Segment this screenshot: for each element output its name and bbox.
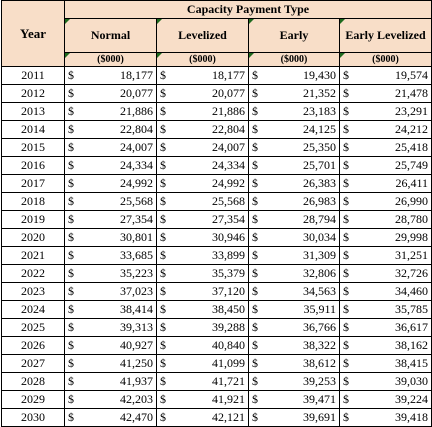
table-row	[2, 121, 432, 139]
normal-value: 27,354	[120, 212, 153, 226]
early-levelized-value: 29,998	[395, 230, 429, 244]
normal-value: 37,023	[120, 284, 153, 298]
levelized-value: 33,899	[212, 248, 245, 262]
early-cell	[249, 337, 340, 355]
levelized-cell	[157, 157, 249, 175]
currency-symbol: $	[68, 338, 74, 352]
year-cell: 2026	[2, 337, 65, 355]
table-row	[2, 355, 432, 373]
normal-value: 41,250	[120, 356, 153, 370]
year-cell: 2020	[2, 229, 65, 247]
early-value: 28,794	[303, 212, 336, 226]
currency-symbol: $	[252, 338, 258, 352]
early-cell	[249, 103, 340, 121]
normal-value: 18,177	[120, 68, 153, 82]
currency-symbol: $	[252, 86, 258, 100]
normal-cell	[65, 157, 157, 175]
early-levelized-value: 38,415	[395, 356, 429, 370]
early-cell	[249, 193, 340, 211]
currency-symbol: $	[343, 374, 349, 388]
currency-symbol: $	[160, 266, 166, 280]
normal-value: 39,313	[120, 320, 153, 334]
normal-value: 42,470	[120, 410, 153, 424]
early-cell	[249, 301, 340, 319]
currency-symbol: $	[252, 320, 258, 334]
early-value: 35,911	[303, 302, 336, 316]
early-cell	[249, 121, 340, 139]
currency-symbol: $	[252, 266, 258, 280]
levelized-value: 35,379	[212, 266, 245, 280]
currency-symbol: $	[252, 374, 258, 388]
early-value: 26,983	[303, 194, 336, 208]
early-cell	[249, 67, 340, 85]
year-cell: 2012	[2, 85, 65, 103]
levelized-column-header: Levelized	[157, 19, 249, 53]
normal-value: 21,886	[120, 104, 153, 118]
levelized-cell	[157, 373, 249, 391]
levelized-cell	[157, 121, 249, 139]
currency-symbol: $	[160, 68, 166, 82]
currency-symbol: $	[343, 356, 349, 370]
table-row	[2, 373, 432, 391]
currency-symbol: $	[252, 122, 258, 136]
early-levelized-cell	[340, 409, 432, 427]
early-levelized-value: 39,030	[395, 374, 429, 388]
early-value: 21,352	[303, 86, 336, 100]
currency-symbol: $	[68, 410, 74, 424]
currency-symbol: $	[252, 302, 258, 316]
early-value: 34,563	[303, 284, 336, 298]
early-unit-label: ($000)	[249, 53, 340, 67]
year-cell: 2017	[2, 175, 65, 193]
early-levelized-value: 28,780	[395, 212, 429, 226]
early-levelized-cell	[340, 319, 432, 337]
early-value: 38,322	[303, 338, 336, 352]
levelized-unit-label: ($000)	[157, 53, 249, 67]
currency-symbol: $	[68, 284, 74, 298]
currency-symbol: $	[343, 104, 349, 118]
currency-symbol: $	[160, 212, 166, 226]
table-row	[2, 193, 432, 211]
year-cell: 2030	[2, 409, 65, 427]
normal-value: 24,007	[120, 140, 153, 154]
early-levelized-value: 39,418	[395, 410, 429, 424]
levelized-cell	[157, 355, 249, 373]
early-value: 23,183	[303, 104, 336, 118]
early-cell	[249, 319, 340, 337]
table-row	[2, 211, 432, 229]
normal-value: 41,937	[120, 374, 153, 388]
currency-symbol: $	[343, 230, 349, 244]
currency-symbol: $	[68, 230, 74, 244]
normal-value: 25,568	[120, 194, 153, 208]
levelized-cell	[157, 103, 249, 121]
early-levelized-value: 34,460	[395, 284, 429, 298]
currency-symbol: $	[252, 248, 258, 262]
year-cell: 2028	[2, 373, 65, 391]
levelized-value: 25,568	[212, 194, 245, 208]
early-value: 25,701	[303, 158, 336, 172]
currency-symbol: $	[343, 212, 349, 226]
early-cell	[249, 283, 340, 301]
currency-symbol: $	[160, 104, 166, 118]
normal-cell	[65, 121, 157, 139]
currency-symbol: $	[160, 176, 166, 190]
normal-cell	[65, 139, 157, 157]
currency-symbol: $	[252, 176, 258, 190]
currency-symbol: $	[160, 392, 166, 406]
normal-cell	[65, 175, 157, 193]
early-value: 39,253	[303, 374, 336, 388]
currency-symbol: $	[252, 68, 258, 82]
levelized-value: 38,450	[212, 302, 245, 316]
currency-symbol: $	[252, 410, 258, 424]
normal-cell	[65, 283, 157, 301]
levelized-cell	[157, 283, 249, 301]
currency-symbol: $	[343, 68, 349, 82]
table-row	[2, 301, 432, 319]
early-levelized-value: 19,574	[395, 68, 429, 82]
early-column-header: Early	[249, 19, 340, 53]
normal-value: 33,685	[120, 248, 153, 262]
currency-symbol: $	[160, 320, 166, 334]
normal-cell	[65, 373, 157, 391]
currency-symbol: $	[68, 392, 74, 406]
currency-symbol: $	[343, 122, 349, 136]
currency-symbol: $	[160, 374, 166, 388]
currency-symbol: $	[68, 122, 74, 136]
early-cell	[249, 211, 340, 229]
currency-symbol: $	[343, 392, 349, 406]
currency-symbol: $	[160, 284, 166, 298]
normal-cell	[65, 337, 157, 355]
currency-symbol: $	[252, 140, 258, 154]
table-row	[2, 391, 432, 409]
currency-symbol: $	[343, 194, 349, 208]
levelized-value: 41,921	[212, 392, 245, 406]
normal-cell	[65, 211, 157, 229]
early-value: 39,691	[303, 410, 336, 424]
early-levelized-cell	[340, 337, 432, 355]
early-levelized-cell	[340, 157, 432, 175]
currency-symbol: $	[343, 320, 349, 334]
early-levelized-value: 26,990	[395, 194, 429, 208]
levelized-cell	[157, 175, 249, 193]
currency-symbol: $	[68, 194, 74, 208]
currency-symbol: $	[68, 320, 74, 334]
year-cell: 2016	[2, 157, 65, 175]
currency-symbol: $	[68, 176, 74, 190]
capacity-payment-type-header: Capacity Payment Type	[65, 1, 432, 19]
early-value: 24,125	[303, 122, 336, 136]
levelized-cell	[157, 211, 249, 229]
early-levelized-value: 35,785	[395, 302, 429, 316]
currency-symbol: $	[160, 356, 166, 370]
levelized-value: 20,077	[212, 86, 245, 100]
currency-symbol: $	[252, 212, 258, 226]
early-levelized-cell	[340, 373, 432, 391]
table-row	[2, 409, 432, 427]
year-cell: 2014	[2, 121, 65, 139]
normal-cell	[65, 301, 157, 319]
currency-symbol: $	[252, 284, 258, 298]
year-cell: 2027	[2, 355, 65, 373]
early-levelized-cell	[340, 265, 432, 283]
year-cell: 2024	[2, 301, 65, 319]
currency-symbol: $	[343, 410, 349, 424]
levelized-value: 42,121	[212, 410, 245, 424]
early-levelized-value: 32,726	[395, 266, 429, 280]
currency-symbol: $	[343, 338, 349, 352]
early-cell	[249, 409, 340, 427]
levelized-cell	[157, 229, 249, 247]
early-value: 39,471	[303, 392, 336, 406]
early-cell	[249, 391, 340, 409]
currency-symbol: $	[252, 104, 258, 118]
table-row	[2, 103, 432, 121]
early-levelized-cell	[340, 355, 432, 373]
currency-symbol: $	[160, 140, 166, 154]
normal-value: 40,927	[120, 338, 153, 352]
currency-symbol: $	[68, 140, 74, 154]
early-levelized-column-header: Early Levelized	[340, 19, 432, 53]
table-row	[2, 85, 432, 103]
levelized-cell	[157, 319, 249, 337]
early-cell	[249, 373, 340, 391]
currency-symbol: $	[68, 248, 74, 262]
capacity-payment-table	[1, 0, 432, 427]
normal-column-header: Normal	[65, 19, 157, 53]
early-levelized-cell	[340, 139, 432, 157]
table-row	[2, 229, 432, 247]
normal-cell	[65, 193, 157, 211]
levelized-value: 30,946	[212, 230, 245, 244]
currency-symbol: $	[160, 302, 166, 316]
early-value: 32,806	[303, 266, 336, 280]
levelized-value: 41,099	[212, 356, 245, 370]
normal-cell	[65, 247, 157, 265]
currency-symbol: $	[160, 158, 166, 172]
normal-value: 24,992	[120, 176, 153, 190]
normal-unit-label: ($000)	[65, 53, 157, 67]
normal-cell	[65, 67, 157, 85]
year-cell: 2013	[2, 103, 65, 121]
year-header: Year	[2, 1, 65, 67]
normal-cell	[65, 85, 157, 103]
normal-cell	[65, 265, 157, 283]
levelized-value: 27,354	[212, 212, 245, 226]
levelized-cell	[157, 67, 249, 85]
currency-symbol: $	[160, 86, 166, 100]
normal-value: 24,334	[120, 158, 153, 172]
currency-symbol: $	[68, 68, 74, 82]
early-cell	[249, 229, 340, 247]
early-levelized-unit-label: ($000)	[340, 53, 432, 67]
early-levelized-value: 21,478	[395, 86, 429, 100]
early-levelized-cell	[340, 391, 432, 409]
currency-symbol: $	[343, 248, 349, 262]
year-cell: 2019	[2, 211, 65, 229]
currency-symbol: $	[160, 230, 166, 244]
normal-cell	[65, 319, 157, 337]
table-row	[2, 175, 432, 193]
table-row	[2, 247, 432, 265]
early-value: 38,612	[303, 356, 336, 370]
year-cell: 2011	[2, 67, 65, 85]
levelized-cell	[157, 391, 249, 409]
currency-symbol: $	[68, 374, 74, 388]
levelized-cell	[157, 193, 249, 211]
currency-symbol: $	[343, 158, 349, 172]
early-cell	[249, 175, 340, 193]
early-levelized-value: 26,411	[395, 176, 429, 190]
early-value: 36,766	[303, 320, 336, 334]
normal-value: 20,077	[120, 86, 153, 100]
early-levelized-value: 39,224	[395, 392, 429, 406]
early-levelized-cell	[340, 211, 432, 229]
normal-cell	[65, 355, 157, 373]
table-row	[2, 67, 432, 85]
early-levelized-value: 23,291	[395, 104, 429, 118]
currency-symbol: $	[343, 140, 349, 154]
levelized-value: 37,120	[212, 284, 245, 298]
early-levelized-cell	[340, 301, 432, 319]
levelized-value: 24,334	[212, 158, 245, 172]
levelized-value: 39,288	[212, 320, 245, 334]
year-cell: 2025	[2, 319, 65, 337]
levelized-cell	[157, 85, 249, 103]
levelized-value: 24,992	[212, 176, 245, 190]
levelized-cell	[157, 265, 249, 283]
normal-cell	[65, 409, 157, 427]
early-levelized-cell	[340, 103, 432, 121]
currency-symbol: $	[252, 392, 258, 406]
currency-symbol: $	[68, 266, 74, 280]
early-cell	[249, 247, 340, 265]
table-row	[2, 337, 432, 355]
early-levelized-cell	[340, 247, 432, 265]
currency-symbol: $	[68, 158, 74, 172]
currency-symbol: $	[252, 158, 258, 172]
table-row	[2, 283, 432, 301]
currency-symbol: $	[68, 86, 74, 100]
levelized-value: 24,007	[212, 140, 245, 154]
early-levelized-value: 25,418	[395, 140, 429, 154]
early-levelized-cell	[340, 229, 432, 247]
currency-symbol: $	[160, 248, 166, 262]
early-cell	[249, 355, 340, 373]
early-levelized-cell	[340, 175, 432, 193]
currency-symbol: $	[343, 284, 349, 298]
table-row	[2, 319, 432, 337]
early-levelized-value: 36,617	[395, 320, 429, 334]
year-cell: 2018	[2, 193, 65, 211]
currency-symbol: $	[160, 410, 166, 424]
levelized-cell	[157, 337, 249, 355]
normal-value: 42,203	[120, 392, 153, 406]
early-levelized-value: 25,749	[395, 158, 429, 172]
early-levelized-cell	[340, 283, 432, 301]
early-levelized-value: 31,251	[395, 248, 429, 262]
levelized-cell	[157, 301, 249, 319]
normal-cell	[65, 229, 157, 247]
currency-symbol: $	[252, 356, 258, 370]
early-levelized-cell	[340, 67, 432, 85]
table-body	[2, 67, 432, 427]
early-value: 30,034	[303, 230, 336, 244]
currency-symbol: $	[343, 176, 349, 190]
levelized-cell	[157, 139, 249, 157]
levelized-value: 21,886	[212, 104, 245, 118]
currency-symbol: $	[68, 356, 74, 370]
currency-symbol: $	[343, 86, 349, 100]
table-row	[2, 265, 432, 283]
normal-cell	[65, 103, 157, 121]
early-value: 19,430	[303, 68, 336, 82]
currency-symbol: $	[68, 212, 74, 226]
levelized-cell	[157, 409, 249, 427]
early-levelized-value: 38,162	[395, 338, 429, 352]
early-levelized-cell	[340, 121, 432, 139]
levelized-value: 18,177	[212, 68, 245, 82]
early-cell	[249, 139, 340, 157]
currency-symbol: $	[160, 194, 166, 208]
currency-symbol: $	[160, 338, 166, 352]
levelized-value: 41,721	[212, 374, 245, 388]
early-cell	[249, 265, 340, 283]
currency-symbol: $	[343, 302, 349, 316]
normal-value: 30,801	[120, 230, 153, 244]
levelized-value: 22,804	[212, 122, 245, 136]
early-value: 25,350	[303, 140, 336, 154]
levelized-value: 40,840	[212, 338, 245, 352]
currency-symbol: $	[68, 104, 74, 118]
table-row	[2, 139, 432, 157]
early-levelized-cell	[340, 193, 432, 211]
year-cell: 2021	[2, 247, 65, 265]
early-levelized-value: 24,212	[395, 122, 429, 136]
currency-symbol: $	[160, 122, 166, 136]
early-cell	[249, 157, 340, 175]
currency-symbol: $	[252, 230, 258, 244]
year-cell: 2015	[2, 139, 65, 157]
year-cell: 2023	[2, 283, 65, 301]
normal-value: 35,223	[120, 266, 153, 280]
normal-value: 38,414	[120, 302, 153, 316]
early-value: 26,383	[303, 176, 336, 190]
early-levelized-cell	[340, 85, 432, 103]
year-cell: 2022	[2, 265, 65, 283]
year-cell: 2029	[2, 391, 65, 409]
table-row	[2, 157, 432, 175]
levelized-cell	[157, 247, 249, 265]
currency-symbol: $	[68, 302, 74, 316]
normal-value: 22,804	[120, 122, 153, 136]
normal-cell	[65, 391, 157, 409]
early-value: 31,309	[303, 248, 336, 262]
early-cell	[249, 85, 340, 103]
currency-symbol: $	[343, 266, 349, 280]
currency-symbol: $	[252, 194, 258, 208]
